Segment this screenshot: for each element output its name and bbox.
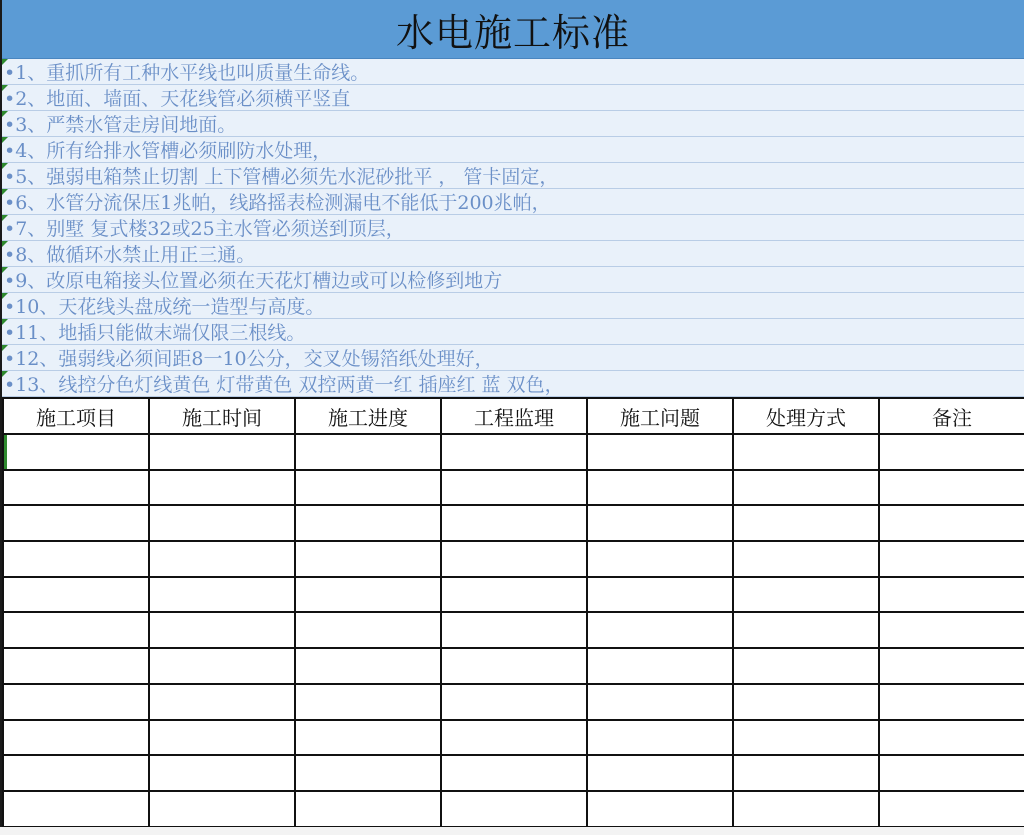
- table-cell[interactable]: [441, 684, 587, 720]
- table-cell[interactable]: [587, 648, 733, 684]
- table-cell[interactable]: [879, 791, 1024, 827]
- table-cell[interactable]: [733, 577, 879, 613]
- rule-text: •4、所有给排水管槽必须刷防水处理，: [4, 140, 332, 162]
- table-cell[interactable]: [441, 612, 587, 648]
- table-cell[interactable]: [441, 470, 587, 506]
- table-cell[interactable]: [3, 755, 149, 791]
- table-cell[interactable]: [149, 720, 295, 756]
- table-cell[interactable]: [879, 541, 1024, 577]
- column-header[interactable]: 备注: [879, 398, 1024, 434]
- table-row: [3, 541, 1024, 577]
- table-cell[interactable]: [295, 470, 441, 506]
- table-cell[interactable]: [879, 505, 1024, 541]
- rule-text: •8、做循环水禁止用正三通。: [4, 244, 256, 266]
- table-row: [3, 505, 1024, 541]
- table-cell[interactable]: [295, 648, 441, 684]
- table-cell[interactable]: [149, 577, 295, 613]
- column-header[interactable]: 处理方式: [733, 398, 879, 434]
- sheet-bottom-strip: [0, 827, 1024, 835]
- rule-row[interactable]: [2, 85, 1024, 111]
- rule-text: •7、别墅 复式楼32或25主水管必须送到顶层，: [4, 218, 405, 240]
- rule-row[interactable]: [2, 215, 1024, 241]
- comment-indicator-icon: [2, 85, 8, 91]
- table-cell[interactable]: [441, 791, 587, 827]
- table-row: [3, 684, 1024, 720]
- table-cell[interactable]: [733, 505, 879, 541]
- comment-indicator-icon: [2, 163, 8, 169]
- rule-text: •11、地插只能做末端仅限三根线。: [4, 322, 306, 344]
- table-cell[interactable]: [3, 470, 149, 506]
- table-cell[interactable]: [149, 505, 295, 541]
- table-cell[interactable]: [149, 791, 295, 827]
- table-cell[interactable]: [879, 755, 1024, 791]
- column-header[interactable]: 施工问题: [587, 398, 733, 434]
- column-header[interactable]: 工程监理: [441, 398, 587, 434]
- title-cell[interactable]: [2, 0, 1024, 59]
- rule-row[interactable]: [2, 371, 1024, 397]
- rule-row[interactable]: [2, 241, 1024, 267]
- table-cell[interactable]: [587, 434, 733, 470]
- table-cell[interactable]: [441, 577, 587, 613]
- table-row: [3, 791, 1024, 827]
- table-cell[interactable]: [587, 755, 733, 791]
- table-cell[interactable]: [733, 755, 879, 791]
- rule-row[interactable]: [2, 59, 1024, 85]
- comment-indicator-icon: [2, 111, 8, 117]
- table-cell[interactable]: [879, 684, 1024, 720]
- table-cell[interactable]: [587, 791, 733, 827]
- column-header[interactable]: 施工项目: [3, 398, 149, 434]
- table-cell[interactable]: [3, 720, 149, 756]
- table-cell[interactable]: [879, 470, 1024, 506]
- rule-text: •9、改原电箱接头位置必须在天花灯槽边或可以检修到地方: [4, 270, 503, 292]
- table-cell[interactable]: [3, 577, 149, 613]
- table-row: [3, 434, 1024, 470]
- table-cell[interactable]: [3, 791, 149, 827]
- table-cell[interactable]: [733, 470, 879, 506]
- table-row: [3, 470, 1024, 506]
- table-cell[interactable]: [733, 541, 879, 577]
- table-row: [3, 612, 1024, 648]
- rule-row[interactable]: [2, 345, 1024, 371]
- comment-indicator-icon: [2, 241, 8, 247]
- table-cell[interactable]: [879, 612, 1024, 648]
- table-cell[interactable]: [149, 470, 295, 506]
- table-cell[interactable]: [441, 648, 587, 684]
- table-cell[interactable]: [149, 612, 295, 648]
- rule-text: •13、线控分色灯线黄色 灯带黄色 双控两黄一红 插座红 蓝 双色，: [4, 374, 564, 396]
- comment-indicator-icon: [2, 59, 8, 65]
- rule-row[interactable]: [2, 163, 1024, 189]
- table-cell[interactable]: [3, 648, 149, 684]
- comment-indicator-icon: [2, 293, 8, 299]
- rule-text: •12、强弱线必须间距8一10公分，交叉处锡箔纸处理好，: [4, 348, 494, 370]
- comment-indicator-icon: [2, 371, 8, 377]
- table-cell[interactable]: [441, 505, 587, 541]
- table-cell[interactable]: [149, 648, 295, 684]
- table-cell[interactable]: [295, 541, 441, 577]
- table-cell[interactable]: [587, 612, 733, 648]
- column-header[interactable]: 施工时间: [149, 398, 295, 434]
- table-cell[interactable]: [733, 648, 879, 684]
- rule-text: •3、严禁水管走房间地面。: [4, 114, 237, 136]
- comment-indicator-icon: [2, 189, 8, 195]
- table-cell[interactable]: [733, 791, 879, 827]
- table-header-row: [3, 398, 1024, 434]
- table-cell[interactable]: [587, 541, 733, 577]
- table-cell[interactable]: [587, 577, 733, 613]
- page-title: 水电施工标准: [395, 10, 630, 55]
- table-cell[interactable]: [3, 684, 149, 720]
- table-cell[interactable]: [3, 612, 149, 648]
- table-cell[interactable]: [295, 505, 441, 541]
- table-cell[interactable]: [295, 577, 441, 613]
- table-cell[interactable]: [441, 720, 587, 756]
- comment-indicator-icon: [2, 345, 8, 351]
- table-cell[interactable]: [295, 434, 441, 470]
- rule-text: •5、强弱电箱禁止切割 上下管槽必须先水泥砂批平 ， 管卡固定，: [4, 166, 559, 188]
- rule-row[interactable]: [2, 319, 1024, 345]
- table-cell[interactable]: [3, 541, 149, 577]
- table-cell[interactable]: [879, 648, 1024, 684]
- table-cell[interactable]: [879, 577, 1024, 613]
- table-cell[interactable]: [733, 612, 879, 648]
- table-row: [3, 755, 1024, 791]
- rule-text: •1、重抓所有工种水平线也叫质量生命线。: [4, 62, 370, 84]
- table-cell[interactable]: [3, 434, 149, 470]
- table-cell[interactable]: [587, 505, 733, 541]
- table-cell[interactable]: [295, 684, 441, 720]
- table-row: [3, 720, 1024, 756]
- table-cell[interactable]: [733, 684, 879, 720]
- table-row: [3, 648, 1024, 684]
- rule-row[interactable]: [2, 267, 1024, 293]
- table-cell[interactable]: [295, 755, 441, 791]
- table-cell[interactable]: [441, 541, 587, 577]
- comment-indicator-icon: [2, 215, 8, 221]
- table-cell[interactable]: [295, 791, 441, 827]
- table-cell[interactable]: [733, 434, 879, 470]
- table-cell[interactable]: [441, 755, 587, 791]
- rule-row[interactable]: [2, 111, 1024, 137]
- rule-row[interactable]: [2, 293, 1024, 319]
- column-header[interactable]: 施工进度: [295, 398, 441, 434]
- construction-log-table: [2, 397, 1024, 828]
- comment-indicator-icon: [2, 137, 8, 143]
- rule-row[interactable]: [2, 189, 1024, 215]
- table-cell[interactable]: [879, 720, 1024, 756]
- comment-indicator-icon: [2, 267, 8, 273]
- table-cell[interactable]: [3, 505, 149, 541]
- table-cell[interactable]: [441, 434, 587, 470]
- rule-row[interactable]: [2, 137, 1024, 163]
- table-cell[interactable]: [587, 470, 733, 506]
- table-row: [3, 577, 1024, 613]
- table-cell[interactable]: [149, 684, 295, 720]
- table-cell[interactable]: [295, 720, 441, 756]
- rule-text: •2、地面、墙面、天花线管必须横平竖直: [4, 88, 351, 110]
- table-cell[interactable]: [149, 541, 295, 577]
- table-cell[interactable]: [587, 720, 733, 756]
- table-cell[interactable]: [295, 612, 441, 648]
- rule-text: •10、天花线头盘成统一造型与高度。: [4, 296, 325, 318]
- rule-text: •6、水管分流保压1兆帕，线路摇表检测漏电不能低于200兆帕，: [4, 192, 551, 214]
- comment-indicator-icon: [2, 319, 8, 325]
- table-cell[interactable]: [149, 755, 295, 791]
- table-cell[interactable]: [733, 720, 879, 756]
- table-cell[interactable]: [587, 684, 733, 720]
- table-cell[interactable]: [879, 434, 1024, 470]
- table-cell[interactable]: [149, 434, 295, 470]
- construction-rules-list: [2, 59, 1024, 397]
